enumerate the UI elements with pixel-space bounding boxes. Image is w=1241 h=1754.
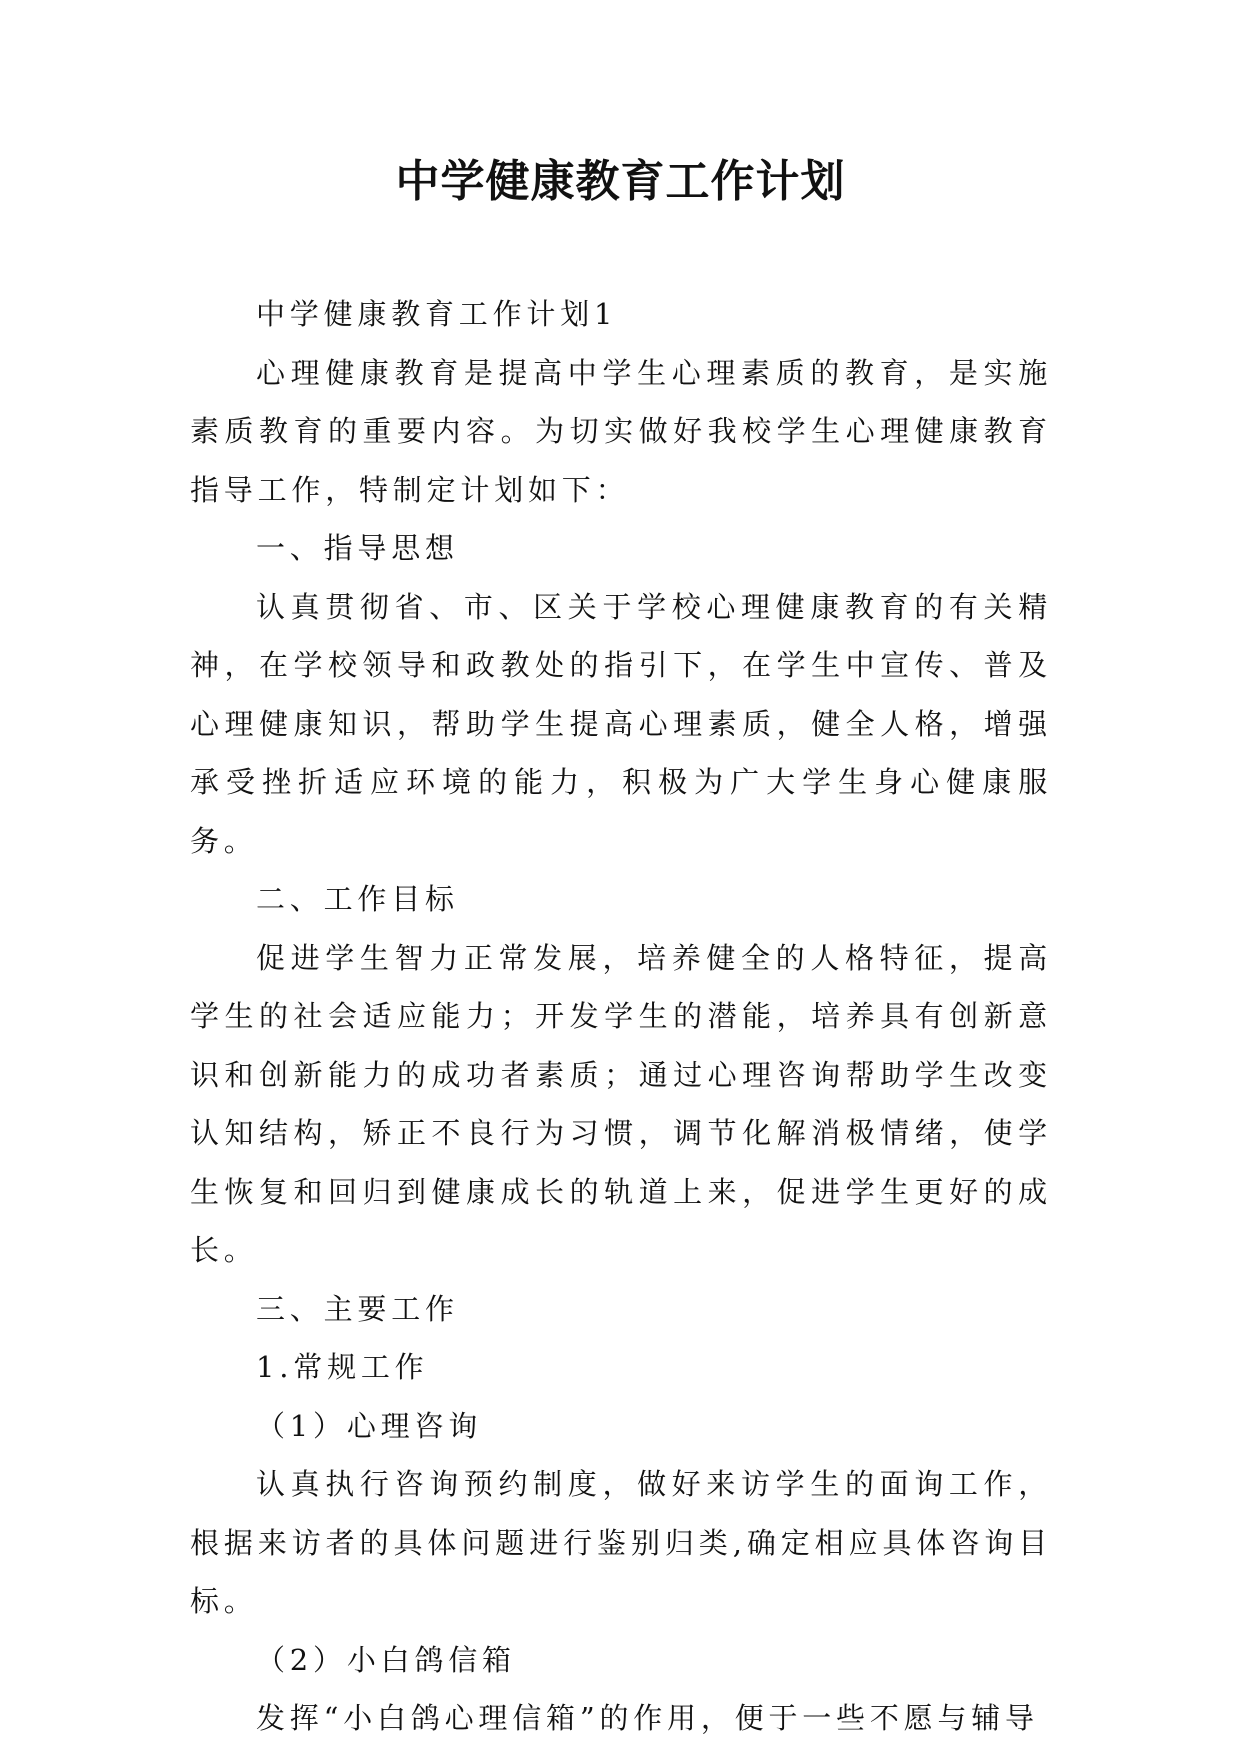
item-heading-counseling: （1）心理咨询 xyxy=(256,1408,483,1443)
subsection-heading-routine-work: 1.常规工作 xyxy=(256,1350,429,1384)
section-heading-guiding-ideas: 一、指导思想 xyxy=(256,531,459,565)
document-body xyxy=(190,285,1052,1748)
subtitle-line: 中学健康教育工作计划1 xyxy=(256,297,618,331)
counseling-paragraph: 认真执行咨询预约制度，做好来访学生的面询工作，根据来访者的具体问题进行鉴别归类,确定相应具体咨询目标。 xyxy=(190,1467,1052,1618)
guiding-ideas-paragraph: 认真贯彻省、市、区关于学校心理健康教育的有关精神，在学校领导和政教处的指引下，在学生中宣传、普及心理健康知识，帮助学生提高心理素质，健全人格，增强承受挫折适应环境的能力，积极为广大学生身心健康服务。 xyxy=(190,589,1052,858)
section-heading-main-work: 三、主要工作 xyxy=(256,1291,459,1326)
mailbox-paragraph: 发挥“小白鸽心理信箱”的作用，便于一些不愿与辅导 xyxy=(256,1701,1039,1735)
document-title: 中学健康教育工作计划 xyxy=(395,156,846,207)
section-heading-work-goals: 二、工作目标 xyxy=(256,882,459,916)
work-goals-paragraph: 促进学生智力正常发展，培养健全的人格特征，提高学生的社会适应能力；开发学生的潜能，培养具有创新意识和创新能力的成功者素质；通过心理咨询帮助学生改变认知结构，矫正不良行为习惯，调节化解消极情绪，使学生恢复和回归到健康成长的轨道上来，促进学生更好的成长。 xyxy=(190,940,1052,1267)
item-heading-mailbox: （2）小白鸽信箱 xyxy=(256,1642,516,1677)
intro-paragraph: 心理健康教育是提高中学生心理素质的教育，是实施素质教育的重要内容。为切实做好我校学生心理健康教育指导工作，特制定计划如下： xyxy=(190,355,1052,507)
